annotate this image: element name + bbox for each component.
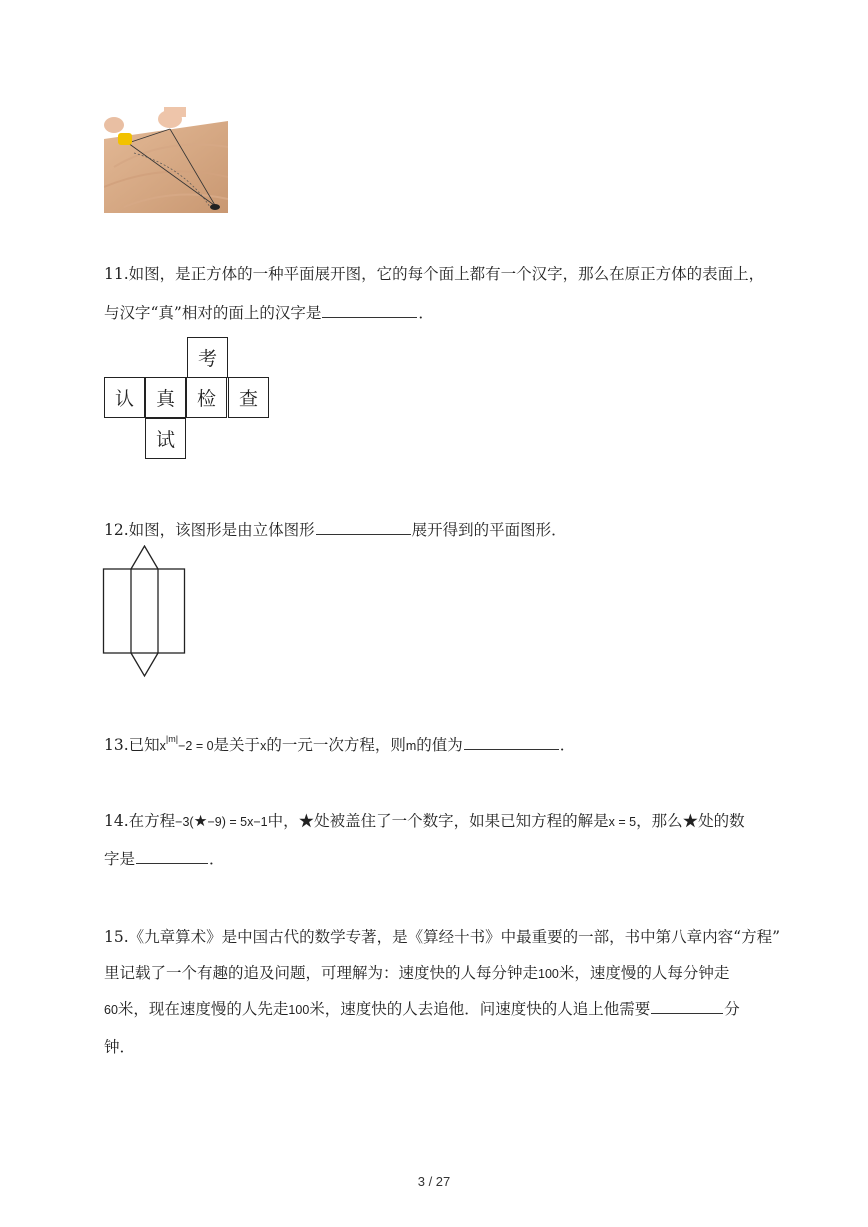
- q12-answer-blank[interactable]: [316, 520, 411, 535]
- q15-line1: 15.《九章算术》是中国古代的数学专著，是《算经十书》中最重要的一部，书中第八章内容“方程”: [104, 928, 781, 946]
- net-face-jian: 检: [186, 377, 227, 418]
- q14-answer-blank[interactable]: [136, 849, 208, 864]
- q11-answer-blank[interactable]: [322, 303, 417, 318]
- page-number: 3 / 27: [417, 1174, 451, 1189]
- cube-net: [104, 337, 274, 463]
- measuring-photo: [104, 107, 228, 213]
- q15-answer-blank[interactable]: [651, 999, 723, 1014]
- q11-line2: 与汉字“真”相对的面上的汉字是 ．: [104, 304, 434, 322]
- triangular-prism-net: [102, 545, 188, 679]
- net-face-kao: 考: [187, 337, 228, 378]
- q15-line4: 钟．: [104, 1038, 136, 1056]
- measuring-illustration: [104, 107, 228, 213]
- net-face-zhen: 真: [145, 377, 186, 418]
- q14-line1: 14.在方程−3(★−9) = 5x−1中，★处被盖住了一个数字，如果已知方程的解是x = 5，那么★处的数: [104, 812, 745, 830]
- q11-line1: 11.如图，是正方体的一种平面展开图，它的每个面上都有一个汉字，那么在原正方体的表面上，: [104, 265, 765, 283]
- q14-line2: 字是 ．: [104, 850, 225, 868]
- q15-line2: 里记载了一个有趣的追及问题，可理解为：速度快的人每分钟走100米，速度慢的人每分钟走: [104, 964, 730, 982]
- net-face-ren: 认: [104, 377, 145, 418]
- star-icon: ★: [193, 812, 208, 830]
- q13-answer-blank[interactable]: [464, 735, 559, 750]
- q15-line3: 60米，现在速度慢的人先走100米，速度快的人去追他．问速度快的人追上他需要 分: [104, 1000, 740, 1018]
- q13-line: 13.已知$x^{|m|}-2 = 0$是关于x的一元一次方程，则m的值为 ．: [104, 734, 576, 754]
- net-face-shi: 试: [145, 418, 186, 459]
- prism-net-figure: [102, 545, 188, 679]
- q12-line: 12.如图，该图形是由立体图形 展开得到的平面图形．: [104, 521, 567, 539]
- net-face-cha: 查: [228, 377, 269, 418]
